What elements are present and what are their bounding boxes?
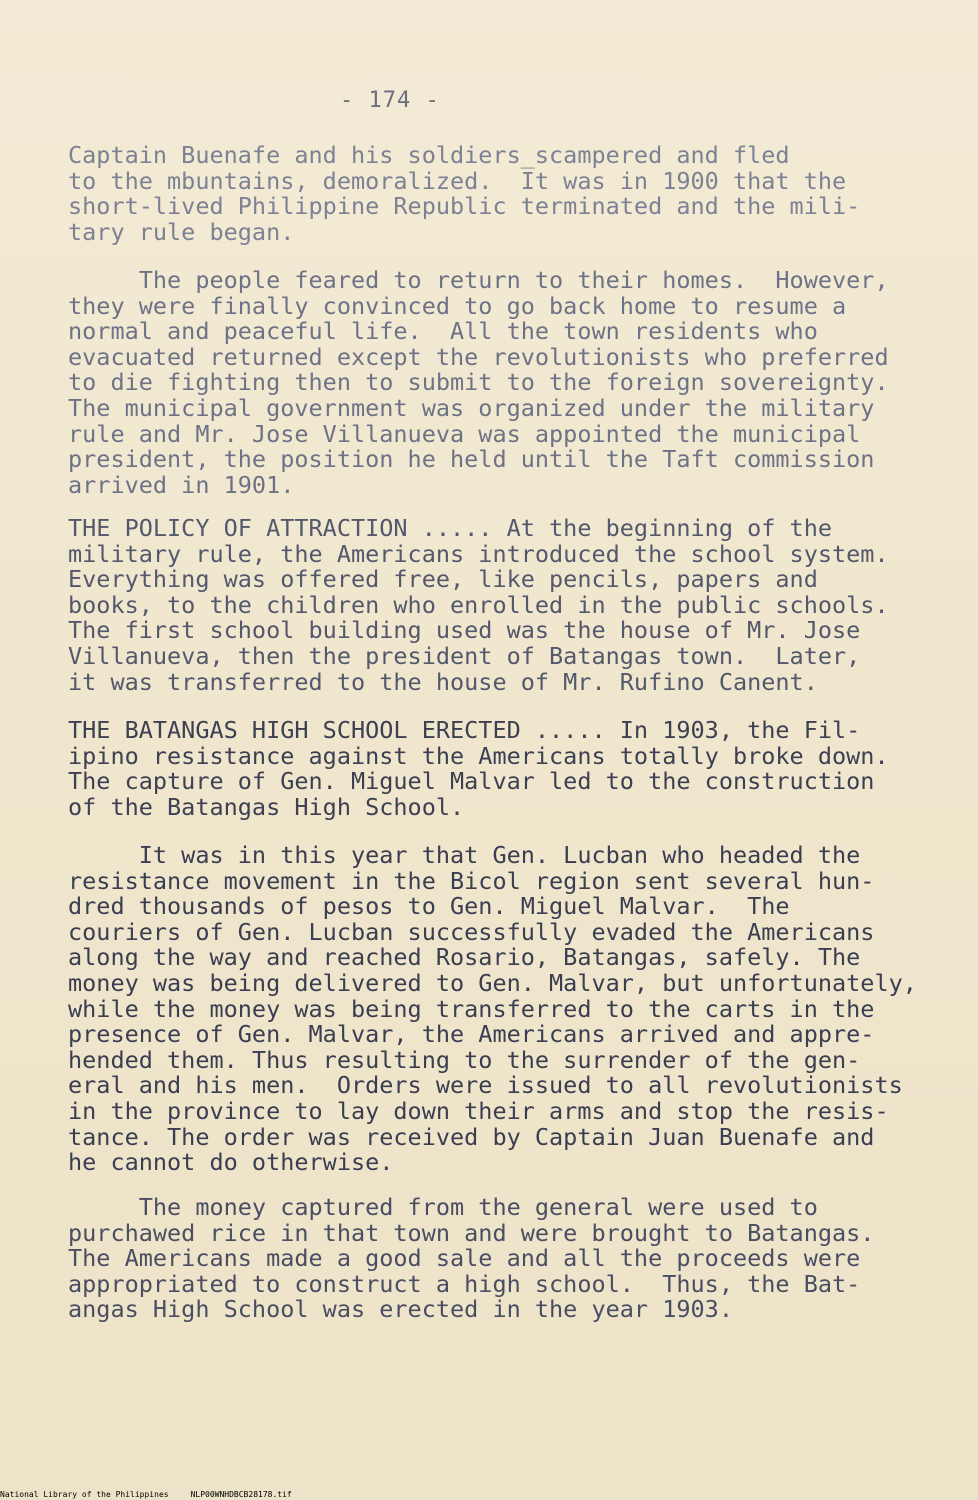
- footer-filename: NLP00WNHDBCB28178.tif: [190, 1490, 292, 1499]
- paragraph-policy-of-attraction: THE POLICY OF ATTRACTION ..... At the beginning of the military rule, the Americans introduced the school system. Everything was offered free, like pencils, papers and books, to the children who enrolled in the public schools. The first school building used was the house of Mr. Jose Villanueva, then the president of Batangas town. Later, it was transferred to the house of Mr. Rufino Canent.: [68, 514, 889, 696]
- scan-footer: [0, 1490, 314, 1500]
- paragraph-high-school-erected: THE BATANGAS HIGH SCHOOL ERECTED ..... In 1903, the Fil- ipino resistance against the Americans totally broke down. The capture of Gen. Miguel Malvar led to the construction of the Batangas High School.: [68, 716, 889, 821]
- paragraph-1: Captain Buenafe and his soldiers_scampered and fled to the mbuntains, demoralized. It was in 1900 that the short-lived Philippine Republic terminated and the mili- tary rule began.: [68, 141, 861, 246]
- page-number: - 174 -: [340, 88, 440, 113]
- paragraph-lucban-malvar: It was in this year that Gen. Lucban who headed the resistance movement in the Bicol region sent several hun- dred thousands of pesos to Gen. Miguel Malvar. The couriers of Gen. Lucban successfully evaded the Americans along the way and reached Rosario, Batangas, safely. The money was being delivered to Gen. Malvar, but unfortunately, while the money was being transferred to the carts in the presence of Gen. Malvar, the Americans arrived and appre- hended them. Thus resulting to the surrender of the gen- eral and his men. Orders were issued to all revolutionists in the province to lay down their arms and stop the resis- tance. The order was received by Captain Juan Buenafe and he cannot do otherwise.: [68, 841, 917, 1177]
- paragraph-money-captured: The money captured from the general were used to purchawed rice in that town and were brought to Batangas. The Americans made a good sale and all the proceeds were appropriated to construct a high school. Thus, the Bat- angas High School was erected in the year 1903.: [68, 1193, 875, 1324]
- paragraph-2: The people feared to return to their homes. However, they were finally convinced to go back home to resume a normal and peaceful life. All the town residents who evacuated returned except the revolutionists who preferred to die fighting then to submit to the foreign sovereignty. The municipal government was organized under the military rule and Mr. Jose Villanueva was appointed the municipal president, the position he held until the Taft commission arrived in 1901.: [68, 266, 889, 499]
- footer-library: National Library of the Philippines: [0, 1490, 169, 1499]
